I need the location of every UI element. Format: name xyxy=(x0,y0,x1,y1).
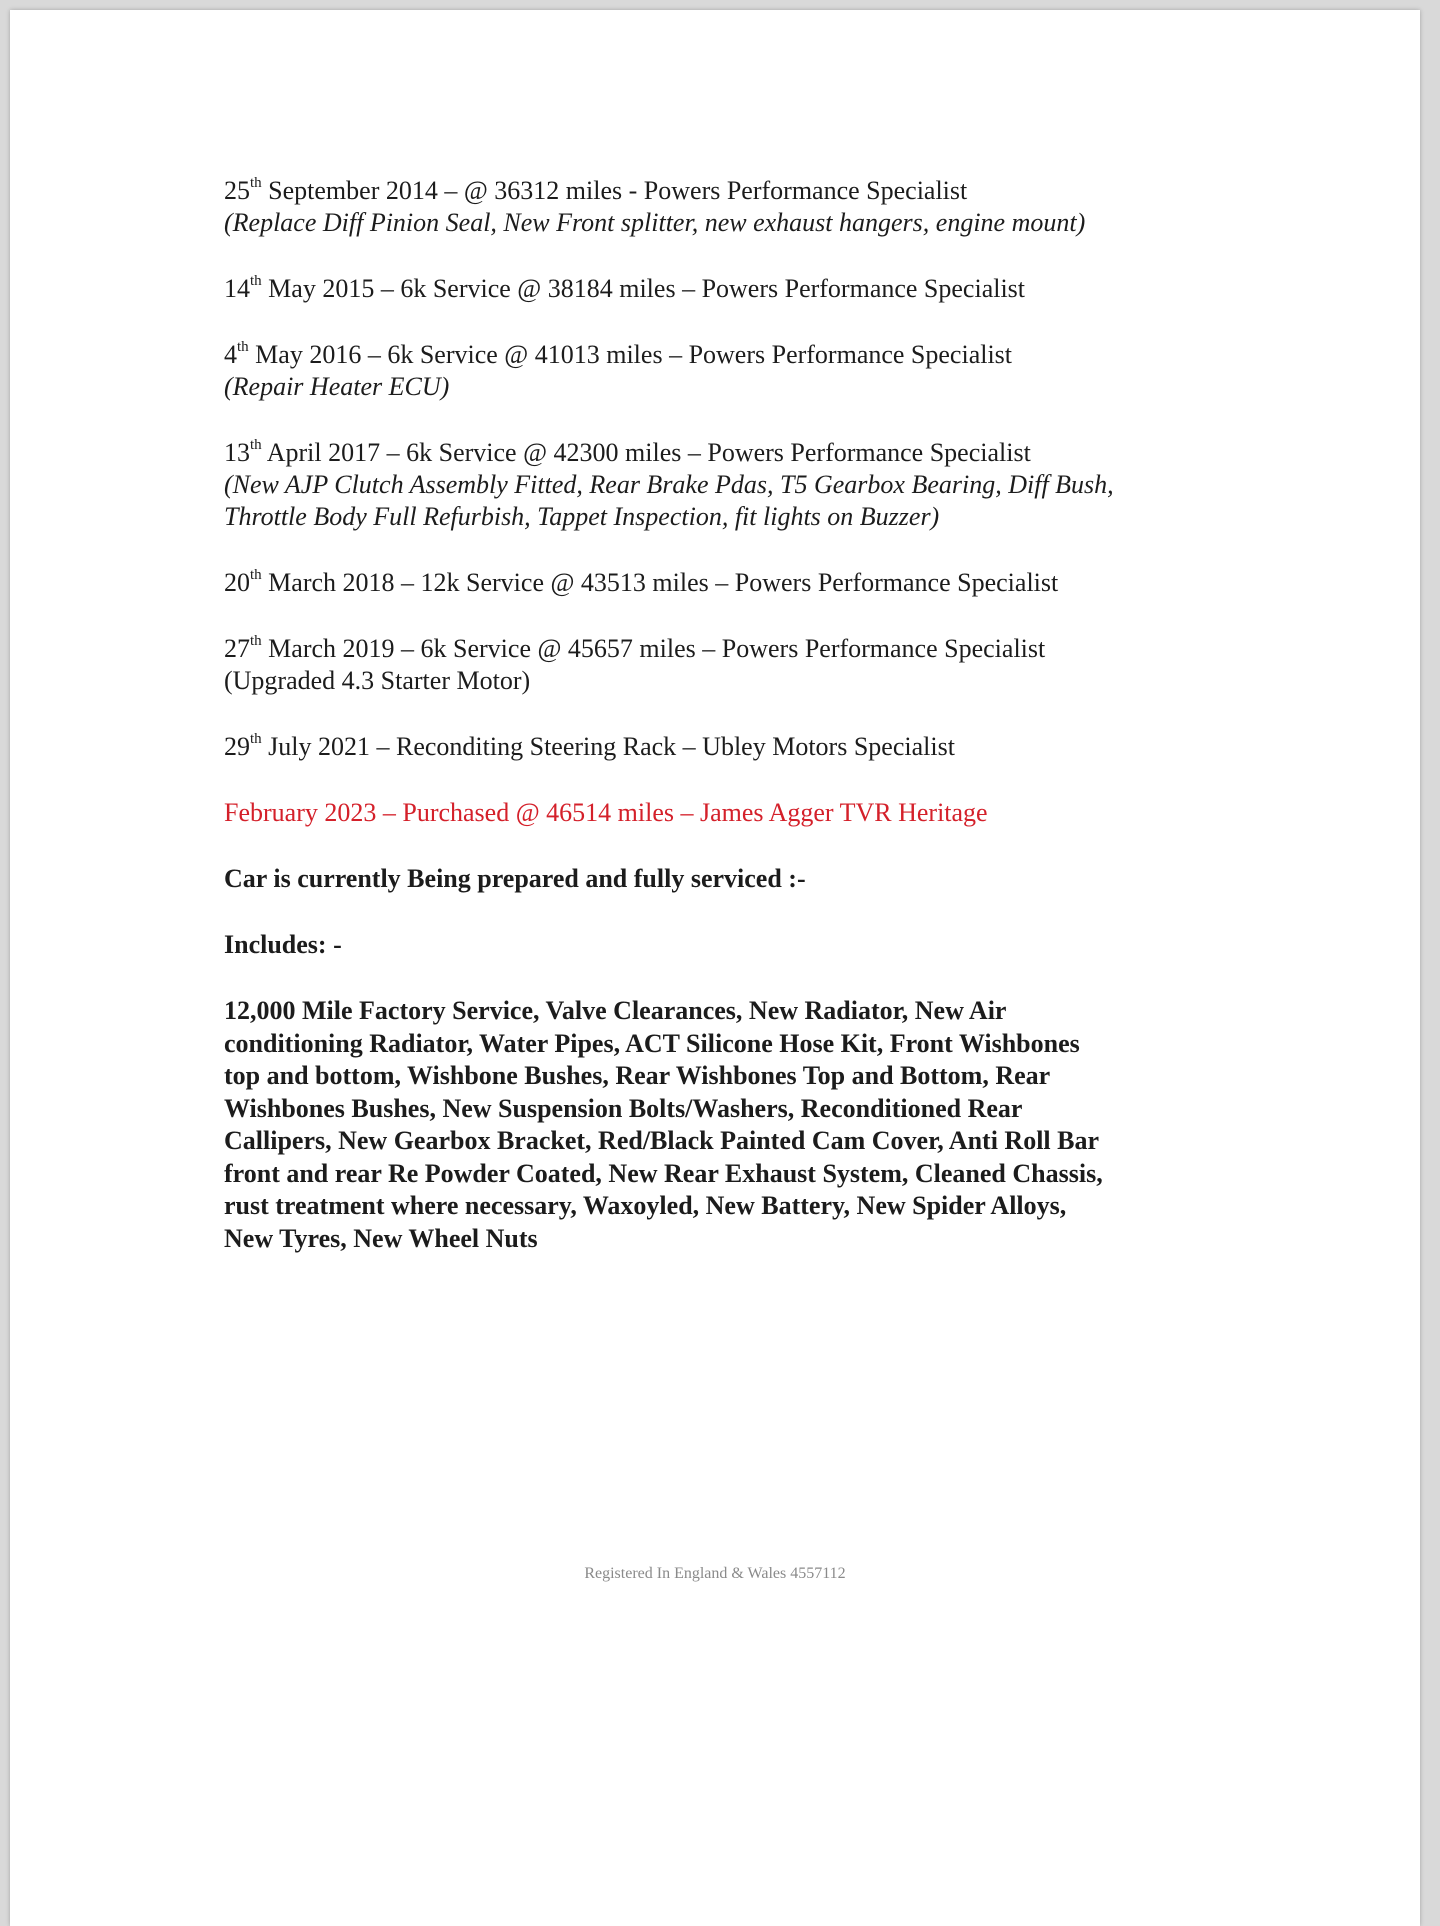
includes-line: Wishbones Bushes, New Suspension Bolts/Washers, Reconditioned Rear xyxy=(224,1093,1023,1123)
entry-note: (Replace Diff Pinion Seal, New Front splitter, new exhaust hangers, engine mount) xyxy=(224,208,1086,237)
document-page xyxy=(10,10,1420,1926)
includes-heading: Includes: - xyxy=(224,930,342,959)
entry-day-suffix: th xyxy=(250,437,262,454)
entry-day: 25 xyxy=(224,176,250,205)
includes-line: front and rear Re Powder Coated, New Rear Exhaust System, Cleaned Chassis, xyxy=(224,1158,1103,1188)
entry-day-suffix: th xyxy=(250,633,262,650)
entry-day-suffix: th xyxy=(250,731,262,748)
entry-text: May 2016 – 6k Service @ 41013 miles – Powers Performance Specialist xyxy=(248,340,1013,369)
history-entry xyxy=(224,339,1234,403)
history-entry xyxy=(224,633,1234,697)
document-content xyxy=(224,175,1234,1255)
entry-text: March 2019 – 6k Service @ 45657 miles – Powers Performance Specialist xyxy=(261,634,1046,663)
includes-line: 12,000 Mile Factory Service, Valve Clearances, New Radiator, New Air xyxy=(224,996,1007,1025)
entry-note: Throttle Body Full Refurbish, Tappet Inspection, fit lights on Buzzer) xyxy=(224,502,940,531)
entry-day: 27 xyxy=(224,634,250,663)
entry-note: (New AJP Clutch Assembly Fitted, Rear Brake Pdas, T5 Gearbox Bearing, Diff Bush, xyxy=(224,470,1114,499)
status-line: Car is currently Being prepared and fully serviced :- xyxy=(224,864,806,893)
entry-text: July 2021 – Reconditing Steering Rack – Ubley Motors Specialist xyxy=(261,732,955,761)
entry-day: 29 xyxy=(224,732,250,761)
includes-line: rust treatment where necessary, Waxoyled, New Battery, New Spider Alloys, xyxy=(224,1191,1067,1220)
purchase-line: February 2023 – Purchased @ 46514 miles – James Agger TVR Heritage xyxy=(224,798,988,827)
entry-day: 13 xyxy=(224,438,250,467)
history-entry xyxy=(224,731,1234,763)
entry-day: 14 xyxy=(224,274,250,303)
entry-text: April 2017 – 6k Service @ 42300 miles – Powers Performance Specialist xyxy=(261,438,1031,467)
includes-line: conditioning Radiator, Water Pipes, ACT Silicone Hose Kit, Front Wishbones xyxy=(224,1028,1080,1058)
entry-day-suffix: th xyxy=(250,567,262,584)
entry-day-suffix: th xyxy=(250,175,262,192)
history-entry xyxy=(224,567,1234,599)
entry-day-suffix: th xyxy=(237,339,249,356)
entry-day: 20 xyxy=(224,568,250,597)
history-entry xyxy=(224,273,1234,305)
entry-day-suffix: th xyxy=(250,273,262,290)
includes-list xyxy=(224,995,1224,1255)
includes-line: New Tyres, New Wheel Nuts xyxy=(224,1223,538,1253)
entry-text: May 2015 – 6k Service @ 38184 miles – Powers Performance Specialist xyxy=(261,274,1026,303)
history-entry xyxy=(224,437,1234,533)
entry-day: 4 xyxy=(224,340,237,369)
history-entry xyxy=(224,175,1234,239)
entry-text: September 2014 – @ 36312 miles - Powers Performance Specialist xyxy=(261,176,968,205)
entry-text: March 2018 – 12k Service @ 43513 miles – Powers Performance Specialist xyxy=(261,568,1059,597)
includes-line: top and bottom, Wishbone Bushes, Rear Wishbones Top and Bottom, Rear xyxy=(224,1061,1051,1090)
entry-note: (Repair Heater ECU) xyxy=(224,372,450,401)
entry-note: (Upgraded 4.3 Starter Motor) xyxy=(224,666,531,695)
includes-line: Callipers, New Gearbox Bracket, Red/Black Painted Cam Cover, Anti Roll Bar xyxy=(224,1126,1100,1155)
registration-footer: Registered In England & Wales 4557112 xyxy=(584,1565,846,1582)
